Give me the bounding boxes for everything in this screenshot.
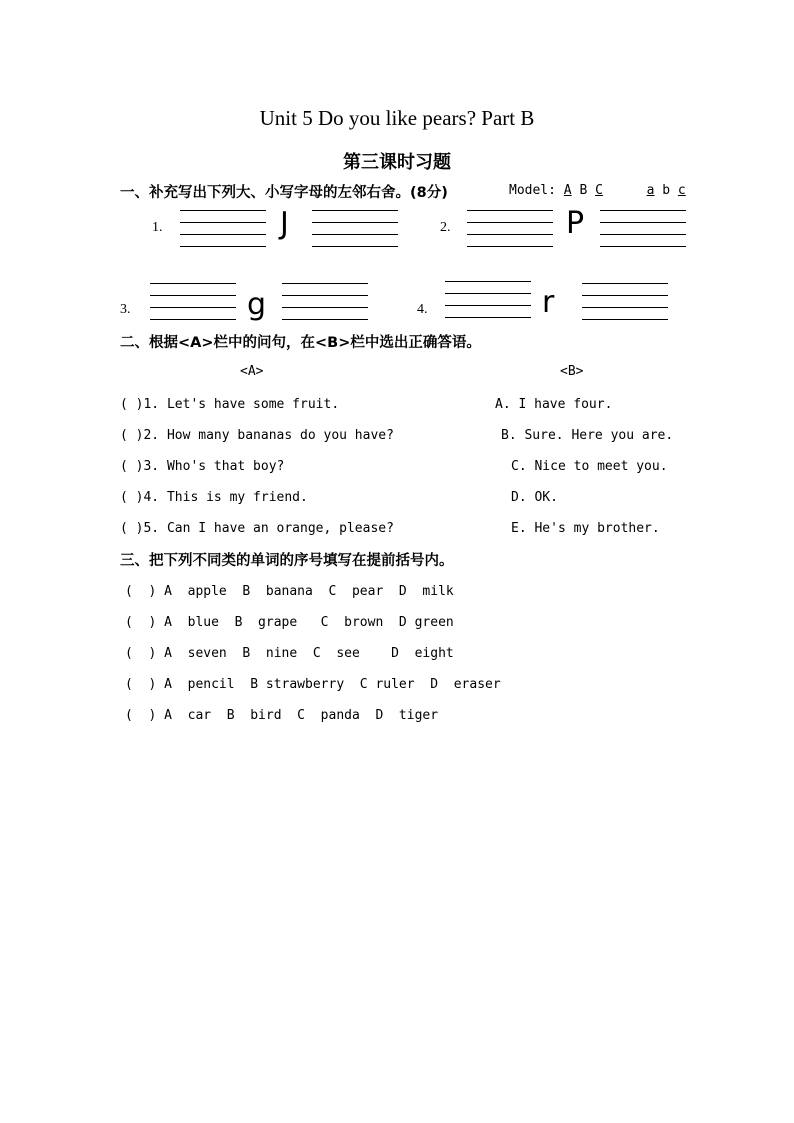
item2-left-lines[interactable] — [467, 210, 553, 247]
item4-left-lines[interactable] — [445, 281, 531, 318]
question-1[interactable]: ( )1. Let's have some fruit. — [120, 397, 340, 412]
column-b-header: <B> — [560, 364, 584, 379]
answer-c: C. Nice to meet you. — [511, 459, 668, 474]
item2-right-lines[interactable] — [600, 210, 686, 247]
answer-a: A. I have four. — [495, 397, 613, 412]
model-label: Model: — [509, 183, 556, 198]
answer-b: B. Sure. Here you are. — [501, 428, 674, 443]
item1-letter: J — [280, 206, 289, 241]
item3-right-lines[interactable] — [282, 283, 368, 320]
item2-number: 2. — [440, 220, 451, 235]
answer-d: D. OK. — [511, 490, 558, 505]
model-lower-c: c — [677, 183, 686, 198]
item1-number: 1. — [152, 220, 163, 235]
question-2[interactable]: ( )2. How many bananas do you have? — [120, 428, 394, 443]
model-upper-a: A — [563, 183, 572, 198]
classify-row-2[interactable]: ( ) A blue B grape C brown D green — [125, 615, 454, 630]
model-lower-b: b — [662, 183, 671, 198]
item3-left-lines[interactable] — [150, 283, 236, 320]
item3-number: 3. — [120, 302, 131, 317]
item4-right-lines[interactable] — [582, 283, 668, 320]
answer-e: E. He's my brother. — [511, 521, 660, 536]
model-upper-c: C — [595, 183, 603, 198]
page-subtitle: 第三课时习题 — [343, 152, 451, 173]
model-lower-a: a — [646, 183, 655, 198]
question-5[interactable]: ( )5. Can I have an orange, please? — [120, 521, 394, 536]
question-4[interactable]: ( )4. This is my friend. — [120, 490, 308, 505]
item4-number: 4. — [417, 302, 428, 317]
item3-letter: g — [247, 287, 267, 322]
model-upper-b: B — [579, 183, 588, 198]
classify-row-4[interactable]: ( ) A pencil B strawberry C ruler D eraser — [125, 677, 501, 692]
question-3[interactable]: ( )3. Who's that boy? — [120, 459, 285, 474]
classify-row-3[interactable]: ( ) A seven B nine C see D eight — [125, 646, 454, 661]
item4-letter: r — [542, 285, 555, 320]
item2-letter: P — [566, 206, 585, 241]
classify-row-1[interactable]: ( ) A apple B banana C pear D milk — [125, 584, 454, 599]
column-a-header: <A> — [240, 364, 264, 379]
section3-heading: 三、把下列不同类的单词的序号填写在提前括号内。 — [120, 553, 454, 569]
item1-right-lines[interactable] — [312, 210, 398, 247]
item1-left-lines[interactable] — [180, 210, 266, 247]
section1-heading: 一、补充写出下列大、小写字母的左邻右舍。(8分) — [120, 185, 448, 201]
section2-heading: 二、根据<A>栏中的问句，在<B>栏中选出正确答语。 — [120, 335, 481, 351]
classify-row-5[interactable]: ( ) A car B bird C panda D tiger — [125, 708, 439, 723]
page-title: Unit 5 Do you like pears? Part B — [259, 106, 535, 130]
model-example — [509, 183, 686, 198]
